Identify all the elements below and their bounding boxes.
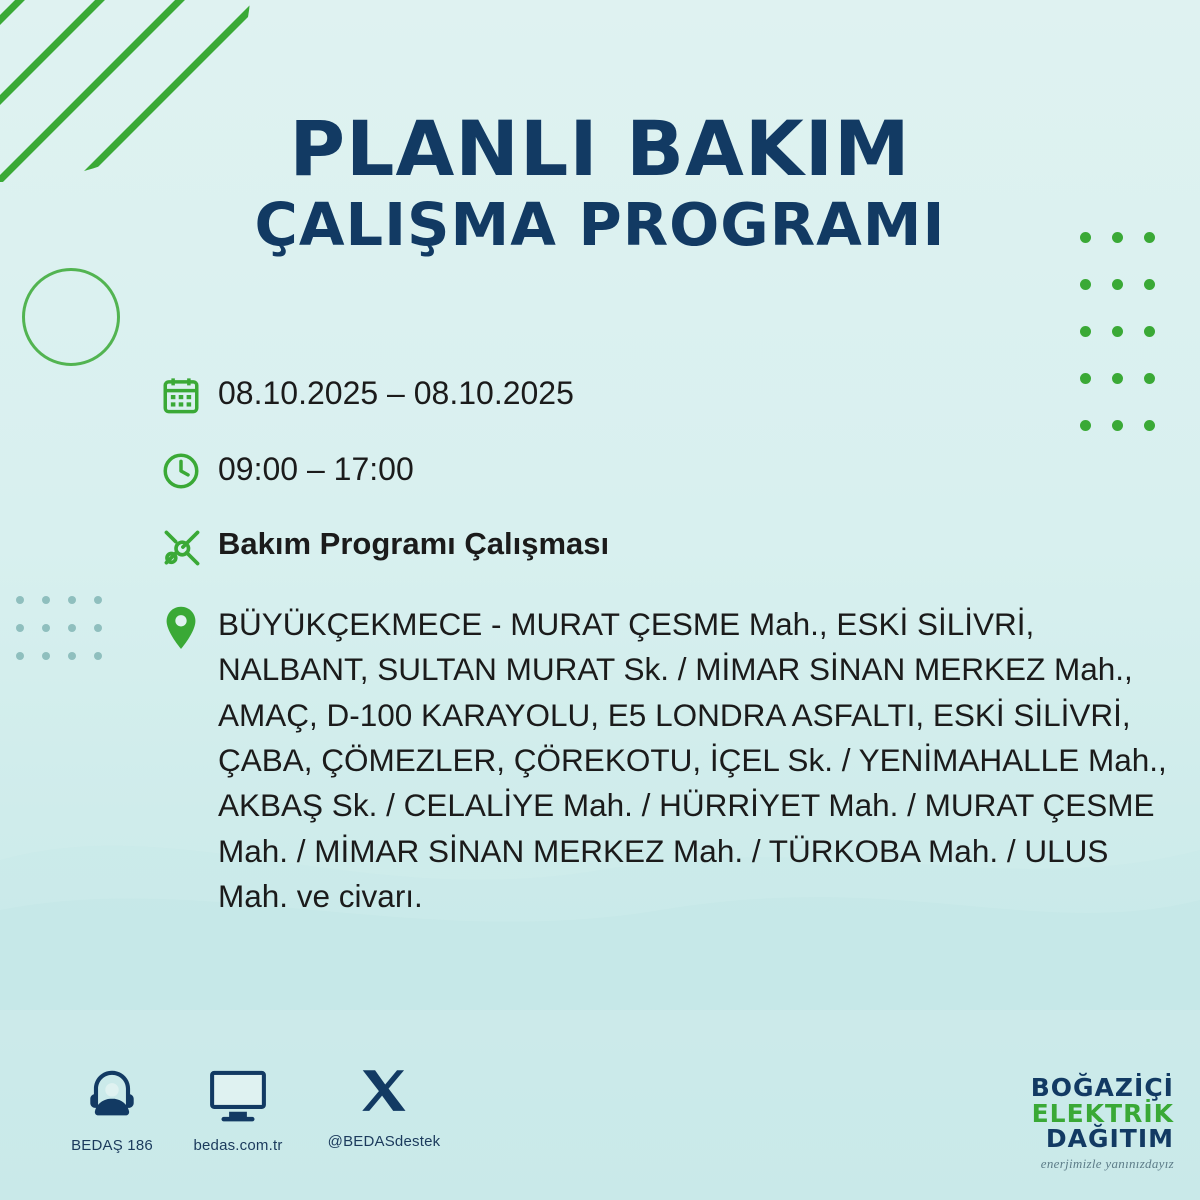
info-block (160, 372, 1170, 920)
brand-logo (1031, 1075, 1174, 1170)
tools-icon (160, 524, 218, 570)
location-text: BÜYÜKÇEKMECE - MURAT ÇESME Mah., ESKİ SİLİVRİ, NALBANT, SULTAN MURAT Sk. / MİMAR SİNAN MERKEZ Mah., AMAÇ, D-100 KARAYOLU, E5 LONDRA ASFALTI, ESKİ SİLİVRİ, ÇABA, ÇÖMEZLER, ÇÖREKOTU, İÇEL Sk. / YENİMAHALLE Mah., AKBAŞ Sk. / CELALİYE Mah. / HÜRRİYET Mah. / MURAT ÇESME Mah. / MİMAR SİNAN MERKEZ Mah. / TÜRKOBA Mah. / ULUS Mah. ve civarı. (218, 606, 1167, 915)
dot-grid-left-decoration (16, 596, 120, 680)
calendar-icon (160, 372, 218, 416)
page-title (0, 104, 1200, 259)
map-pin-icon (160, 602, 218, 652)
date-row (160, 372, 1170, 416)
brand-line-3: DAĞITIM (1045, 1124, 1174, 1154)
circle-decoration (22, 268, 120, 366)
work-type-row (160, 524, 1170, 570)
brand-tagline: enerjimizle yanınızdayız (1040, 1155, 1174, 1171)
footer-label-social: @BEDASdestek (327, 1133, 441, 1150)
brand-line-1: BOĞAZİÇİ (1030, 1073, 1174, 1103)
time-row (160, 448, 1170, 492)
footer-label-phone: BEDAŞ 186 (71, 1137, 153, 1154)
footer (0, 1064, 1200, 1174)
time-range-text: 09:00 – 17:00 (218, 451, 414, 487)
work-type-text: Bakım Programı Çalışması (218, 526, 610, 561)
footer-item-social[interactable] (294, 1064, 474, 1150)
location-row (160, 602, 1170, 920)
monitor-icon (205, 1064, 271, 1126)
title-line-1: PLANLI BAKIM (289, 104, 911, 193)
brand-line-2: ELEKTRİK (1031, 1098, 1174, 1128)
headset-operator-icon (81, 1064, 143, 1126)
title-line-2: ÇALIŞMA PROGRAMI (254, 189, 946, 259)
date-range-text: 08.10.2025 – 08.10.2025 (218, 375, 574, 411)
x-social-icon (355, 1064, 413, 1122)
clock-icon (160, 448, 218, 492)
footer-label-website: bedas.com.tr (193, 1137, 283, 1154)
